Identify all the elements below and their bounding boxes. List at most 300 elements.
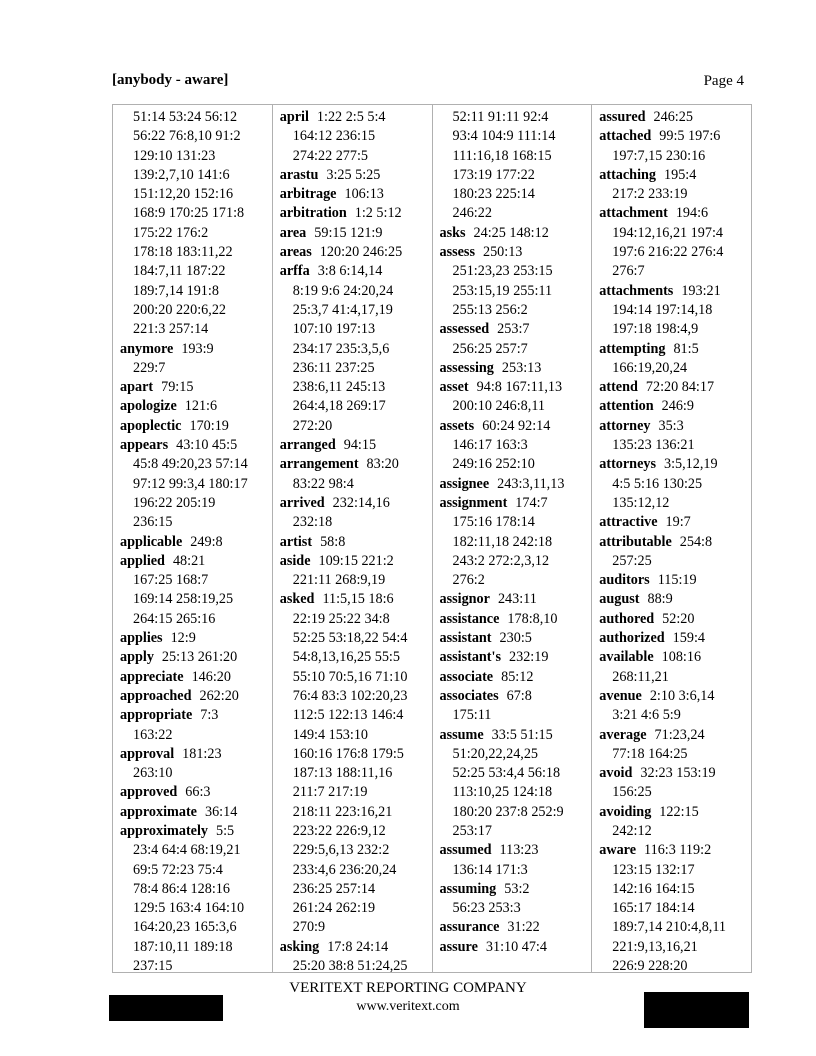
page-line-references: 3:25 5:25	[326, 166, 381, 183]
index-entry-continuation	[120, 899, 266, 918]
index-entry-continuation	[280, 957, 426, 972]
index-entry-continuation	[280, 282, 426, 301]
page-line-references: 19:7	[665, 514, 691, 531]
index-entry	[599, 108, 745, 127]
page-line-references: 146:17 163:3	[452, 437, 528, 454]
page-line-references: 76:4 83:3 102:20,23	[292, 687, 408, 704]
index-column-2	[273, 105, 433, 972]
index-entry	[120, 417, 266, 436]
page-line-references: 253:7	[497, 321, 530, 338]
page-line-references: 189:7,14 191:8	[133, 282, 219, 299]
page-line-references: 229:5,6,13 232:2	[292, 842, 390, 859]
page-line-references: 107:10 197:13	[292, 321, 376, 338]
page-line-references: 236:25 257:14	[292, 880, 376, 897]
index-entry-continuation	[440, 533, 586, 552]
index-entry	[120, 397, 266, 416]
index-entry	[599, 513, 745, 532]
page-line-references: 197:6 216:22 276:4	[612, 244, 724, 261]
index-term: assume	[439, 726, 484, 743]
index-entry	[440, 938, 586, 957]
index-term: arranged	[279, 437, 336, 454]
index-column-3	[433, 105, 593, 972]
index-entry	[440, 494, 586, 513]
index-entry-continuation	[440, 803, 586, 822]
index-entry-continuation	[599, 899, 745, 918]
index-entry-continuation	[120, 147, 266, 166]
page-line-references: 94:8 167:11,13	[476, 379, 563, 396]
page-line-references: 175:22 176:2	[133, 224, 209, 241]
page-line-references: 249:8	[190, 533, 223, 550]
page-line-references: 113:10,25 124:18	[452, 784, 553, 801]
index-term: asked	[279, 591, 315, 608]
index-entry-continuation	[599, 494, 745, 513]
page-line-references: 94:15	[343, 437, 377, 454]
page-line-references: 221:3 257:14	[133, 321, 209, 338]
page-line-references: 78:4 86:4 128:16	[133, 880, 230, 897]
index-entry-continuation	[120, 494, 266, 513]
index-entry	[120, 533, 266, 552]
page-line-references: 56:22 76:8,10 91:2	[133, 128, 241, 145]
page-line-references: 164:12 236:15	[292, 128, 376, 145]
page-line-references: 111:16,18 168:15	[452, 147, 552, 164]
index-term: area	[279, 224, 307, 241]
index-term: approval	[120, 745, 175, 762]
index-entry-continuation	[440, 455, 586, 474]
page-line-references: 99:5 197:6	[659, 128, 721, 145]
index-term: assistance	[439, 610, 500, 627]
index-column-1	[113, 105, 273, 972]
page-line-references: 253:17	[452, 822, 492, 839]
index-entry-continuation	[440, 552, 586, 571]
index-entry	[599, 340, 745, 359]
index-term: assignee	[439, 475, 490, 492]
page-line-references: 194:6	[675, 205, 709, 222]
page-line-references: 254:8	[679, 533, 713, 550]
page-line-references: 196:22 205:19	[133, 494, 216, 511]
index-term: auditors	[599, 572, 650, 589]
page-line-references: 67:8	[506, 687, 532, 704]
index-term: asking	[279, 938, 320, 955]
index-entry	[440, 243, 586, 262]
page-line-references: 24:25 148:12	[473, 224, 549, 241]
index-entry-continuation	[280, 726, 426, 745]
page-line-references: 243:11	[497, 591, 537, 608]
page-line-references: 35:3	[658, 417, 684, 434]
page-line-references: 11:5,15 18:6	[322, 591, 394, 608]
index-entry-continuation	[280, 822, 426, 841]
index-entry	[120, 436, 266, 455]
index-term: assurance	[439, 919, 500, 936]
index-entry	[599, 648, 745, 667]
index-entry-continuation	[440, 436, 586, 455]
page-line-references: 69:5 72:23 75:4	[133, 861, 223, 878]
index-term: arastu	[279, 166, 319, 183]
page-line-references: 193:9	[181, 340, 214, 357]
index-entry	[120, 783, 266, 802]
page-line-references: 106:13	[344, 186, 384, 203]
index-term: assignor	[439, 591, 490, 608]
index-entry	[599, 803, 745, 822]
page-line-references: 25:3,7 41:4,17,19	[292, 301, 393, 318]
index-entry	[280, 185, 426, 204]
index-entry-continuation	[280, 571, 426, 590]
page-line-references: 25:13 261:20	[161, 649, 238, 666]
index-entry-continuation	[280, 783, 426, 802]
index-entry	[120, 552, 266, 571]
index-entry-continuation	[280, 127, 426, 146]
page-line-references: 123:15 132:17	[612, 861, 695, 878]
index-term: arbitration	[279, 205, 347, 222]
index-entry-continuation	[280, 147, 426, 166]
page-line-references: 113:23	[499, 842, 539, 859]
page-line-references: 274:22 277:5	[292, 147, 369, 164]
index-term: arrived	[279, 494, 325, 511]
page-line-references: 262:20	[199, 687, 239, 704]
index-entry	[280, 494, 426, 513]
index-entry-continuation	[440, 745, 586, 764]
page-line-references: 4:5 5:16 130:25	[612, 475, 703, 492]
index-term: associate	[439, 668, 494, 685]
page-line-references: 45:8 49:20,23 57:14	[133, 456, 248, 473]
page-line-references: 109:15 221:2	[318, 552, 394, 569]
index-entry	[440, 224, 586, 243]
index-entry-continuation	[280, 397, 426, 416]
index-entry	[120, 629, 266, 648]
page-line-references: 72:20 84:17	[645, 379, 715, 396]
page-line-references: 180:23 225:14	[452, 186, 535, 203]
index-entry	[280, 436, 426, 455]
index-term: artist	[279, 533, 313, 550]
index-term: attaching	[599, 166, 656, 183]
page-line-references: 211:7 217:19	[292, 784, 368, 801]
page-line-references: 54:8,13,16,25 55:5	[292, 649, 400, 666]
index-entry-continuation	[280, 803, 426, 822]
page-line-references: 193:21	[681, 282, 721, 299]
page-line-references: 31:22	[507, 919, 540, 936]
index-entry-continuation	[440, 108, 586, 127]
index-entry	[440, 668, 586, 687]
index-entry-continuation	[280, 841, 426, 860]
index-entry	[599, 687, 745, 706]
page-line-references: 243:2 272:2,3,12	[452, 552, 550, 569]
index-entry-continuation	[280, 861, 426, 880]
page-line-references: 276:2	[452, 572, 485, 589]
index-entry-continuation	[599, 475, 745, 494]
index-entry	[280, 262, 426, 281]
page-line-references: 129:10 131:23	[133, 147, 216, 164]
page-line-references: 22:19 25:22 34:8	[292, 610, 390, 627]
page-line-references: 43:10 45:5	[176, 437, 238, 454]
index-entry	[440, 417, 586, 436]
page-line-references: 197:18 198:4,9	[612, 321, 699, 338]
redaction-box-right	[644, 992, 749, 1028]
index-entry-continuation	[120, 185, 266, 204]
page-line-references: 272:20	[292, 417, 333, 434]
page-line-references: 149:4 153:10	[292, 726, 369, 743]
index-entry-continuation	[280, 340, 426, 359]
index-term: applied	[120, 552, 165, 569]
index-term: applies	[120, 630, 163, 647]
index-entry	[280, 590, 426, 609]
page-line-references: 36:14	[204, 803, 238, 820]
index-entry-continuation	[440, 397, 586, 416]
page-line-references: 194:12,16,21 197:4	[612, 224, 723, 241]
index-entry-continuation	[280, 648, 426, 667]
index-entry-continuation	[280, 475, 426, 494]
page-line-references: 253:13	[501, 359, 542, 376]
page-line-references: 23:4 64:4 68:19,21	[133, 842, 241, 859]
index-entry	[280, 224, 426, 243]
index-term: attend	[599, 379, 638, 396]
page-line-references: 97:12 99:3,4 180:17	[133, 475, 248, 492]
index-entry-continuation	[120, 359, 266, 378]
page-line-references: 200:20 220:6,22	[133, 301, 227, 318]
page-line-references: 160:16 176:8 179:5	[292, 745, 404, 762]
index-entry	[599, 726, 745, 745]
index-entry	[440, 378, 586, 397]
index-entry	[599, 397, 745, 416]
index-entry-continuation	[599, 668, 745, 687]
footer-company: VERITEXT REPORTING COMPANY	[289, 980, 527, 996]
page-line-references: 246:22	[452, 205, 492, 222]
page-line-references: 156:25	[612, 784, 652, 801]
index-entry-continuation	[440, 301, 586, 320]
page-line-references: 181:23	[182, 745, 222, 762]
page-line-references: 223:22 226:9,12	[292, 822, 386, 839]
page-line-references: 221:11 268:9,19	[292, 572, 386, 589]
index-entry-continuation	[440, 571, 586, 590]
index-term: associates	[439, 687, 499, 704]
index-entry-continuation	[440, 147, 586, 166]
index-entry-continuation	[599, 918, 745, 937]
index-entry	[440, 475, 586, 494]
index-entry-continuation	[120, 764, 266, 783]
index-term: avoid	[599, 765, 633, 782]
index-entry	[440, 359, 586, 378]
page-line-references: 175:11	[452, 707, 492, 724]
index-entry	[120, 668, 266, 687]
page-line-references: 60:24 92:14	[482, 417, 551, 434]
page-line-references: 173:19 177:22	[452, 166, 535, 183]
index-term: aware	[599, 842, 637, 859]
page-line-references: 83:20	[366, 456, 399, 473]
index-entry	[440, 918, 586, 937]
page-line-references: 77:18 164:25	[612, 745, 688, 762]
index-entry	[120, 706, 266, 725]
page-line-references: 232:14,16	[332, 494, 390, 511]
page-line-references: 236:15	[133, 514, 173, 531]
index-entry	[440, 629, 586, 648]
page-line-references: 253:15,19 255:11	[452, 282, 553, 299]
page-line-references: 276:7	[612, 263, 645, 280]
index-entry-continuation	[599, 262, 745, 281]
page-line-references: 55:10 70:5,16 71:10	[292, 668, 408, 685]
page-line-references: 136:14 171:3	[452, 861, 528, 878]
page-line-references: 195:4	[664, 166, 697, 183]
page-line-references: 243:3,11,13	[497, 475, 565, 492]
page-line-references: 184:7,11 187:22	[133, 263, 226, 280]
index-term: april	[279, 109, 309, 125]
index-term: assured	[599, 109, 646, 125]
index-entry-continuation	[120, 861, 266, 880]
page-line-references: 175:16 178:14	[452, 514, 535, 531]
index-term: authored	[599, 610, 655, 627]
index-entry-continuation	[280, 301, 426, 320]
page-line-references: 5:5	[216, 822, 235, 839]
page-line-references: 264:15 265:16	[133, 610, 216, 627]
index-term: approximately	[120, 822, 209, 839]
index-entry	[280, 533, 426, 552]
page-line-references: 221:9,13,16,21	[612, 938, 698, 955]
index-entry-continuation	[120, 841, 266, 860]
index-entry	[440, 320, 586, 339]
index-entry-continuation	[440, 282, 586, 301]
index-entry-continuation	[599, 706, 745, 725]
page-line-references: 2:10 3:6,14	[649, 687, 715, 704]
index-entry-continuation	[120, 938, 266, 957]
page-line-references: 129:5 163:4 164:10	[133, 900, 245, 917]
index-term: aside	[279, 552, 311, 569]
page-line-references: 146:20	[191, 668, 231, 685]
index-term: august	[599, 591, 640, 608]
index-entry-continuation	[280, 745, 426, 764]
page-line-references: 232:19	[509, 649, 549, 666]
index-term: assure	[439, 938, 478, 955]
index-entry	[599, 204, 745, 223]
index-entry-continuation	[120, 880, 266, 899]
page-line-references: 250:13	[482, 244, 523, 261]
index-term: assets	[439, 417, 475, 434]
page-line-references: 170:19	[189, 417, 229, 434]
index-entry-continuation	[280, 629, 426, 648]
index-entry-continuation	[599, 224, 745, 243]
index-entry-continuation	[120, 127, 266, 146]
index-entry	[280, 552, 426, 571]
index-entry-continuation	[599, 861, 745, 880]
index-entry	[120, 745, 266, 764]
index-term: asks	[439, 224, 466, 241]
page-line-references: 255:13 256:2	[452, 301, 528, 318]
index-entry-continuation	[599, 938, 745, 957]
page-line-references: 164:20,23 165:3,6	[133, 919, 237, 936]
index-term: assumed	[439, 842, 492, 859]
index-entry-continuation	[120, 726, 266, 745]
page-line-references: 120:20 246:25	[319, 244, 403, 261]
index-entry	[599, 455, 745, 474]
index-entry-continuation	[120, 282, 266, 301]
index-entry	[599, 590, 745, 609]
index-entry	[120, 378, 266, 397]
index-entry-continuation	[599, 301, 745, 320]
index-entry-continuation	[280, 918, 426, 937]
page-line-references: 256:25 257:7	[452, 340, 528, 357]
index-entry-continuation	[599, 880, 745, 899]
index-entry-continuation	[120, 455, 266, 474]
page-line-references: 59:15 121:9	[314, 224, 383, 241]
page-line-references: 230:5	[499, 630, 532, 647]
page-line-references: 174:7	[515, 494, 548, 511]
page-line-references: 17:8 24:14	[327, 938, 389, 955]
index-entry	[440, 687, 586, 706]
index-entry-continuation	[599, 552, 745, 571]
index-entry-continuation	[440, 513, 586, 532]
page-line-references: 249:16 252:10	[452, 456, 535, 473]
page-line-references: 66:3	[185, 784, 211, 801]
index-entry-continuation	[280, 687, 426, 706]
page-line-references: 121:6	[184, 398, 218, 415]
index-entry-continuation	[120, 204, 266, 223]
index-entry	[120, 648, 266, 667]
index-entry-continuation	[280, 764, 426, 783]
index-entry	[599, 378, 745, 397]
index-entry	[599, 629, 745, 648]
index-entry-continuation	[599, 436, 745, 455]
index-entry-continuation	[440, 127, 586, 146]
page-line-references: 56:23 253:3	[452, 900, 521, 917]
index-term: attention	[599, 398, 654, 415]
index-term: avenue	[599, 687, 642, 704]
page-line-references: 25:20 38:8 51:24,25	[292, 958, 408, 972]
page-line-references: 142:16 164:15	[612, 880, 695, 897]
index-entry-continuation	[120, 590, 266, 609]
page-line-references: 200:10 246:8,11	[452, 398, 545, 415]
index-entry	[440, 610, 586, 629]
index-entry	[599, 166, 745, 185]
page-line-references: 151:12,20 152:16	[133, 186, 234, 203]
page-line-references: 226:9 228:20	[612, 958, 688, 972]
page-line-references: 197:7,15 230:16	[612, 147, 706, 164]
page-line-references: 237:15	[133, 958, 173, 972]
page-line-references: 31:10 47:4	[485, 938, 547, 955]
redaction-box-left	[109, 995, 223, 1021]
index-term: assessed	[439, 321, 490, 338]
index-entry-continuation	[599, 745, 745, 764]
page-line-references: 270:9	[292, 919, 326, 936]
index-entry	[599, 282, 745, 301]
page-line-references: 135:23 136:21	[612, 437, 695, 454]
index-entry-continuation	[280, 899, 426, 918]
index-entry-continuation	[440, 166, 586, 185]
index-entry	[440, 841, 586, 860]
index-entry-continuation	[599, 359, 745, 378]
page-line-references: 169:14 258:19,25	[133, 591, 234, 608]
index-entry	[599, 533, 745, 552]
page-line-references: 32:23 153:19	[640, 765, 716, 782]
index-entry	[440, 880, 586, 899]
page-line-references: 3:8 6:14,14	[317, 263, 383, 280]
page-line-references: 189:7,14 210:4,8,11	[612, 919, 727, 936]
index-entry-continuation	[120, 475, 266, 494]
index-term: approximate	[120, 803, 197, 820]
index-entry-continuation	[440, 262, 586, 281]
index-entry-continuation	[440, 204, 586, 223]
index-entry	[280, 243, 426, 262]
index-entry	[599, 610, 745, 629]
index-term: apart	[120, 379, 154, 396]
index-entry-continuation	[280, 320, 426, 339]
page-line-references: 233:4,6 236:20,24	[292, 861, 397, 878]
page-line-references: 53:2	[504, 880, 530, 897]
index-entry-continuation	[120, 513, 266, 532]
index-entry-continuation	[440, 340, 586, 359]
index-term: attorneys	[599, 456, 656, 473]
page-line-references: 180:20 237:8 252:9	[452, 803, 564, 820]
index-entry	[440, 590, 586, 609]
index-term: approved	[120, 784, 178, 801]
page-line-references: 81:5	[673, 340, 699, 357]
index-entry-continuation	[280, 513, 426, 532]
index-grid	[112, 104, 752, 973]
